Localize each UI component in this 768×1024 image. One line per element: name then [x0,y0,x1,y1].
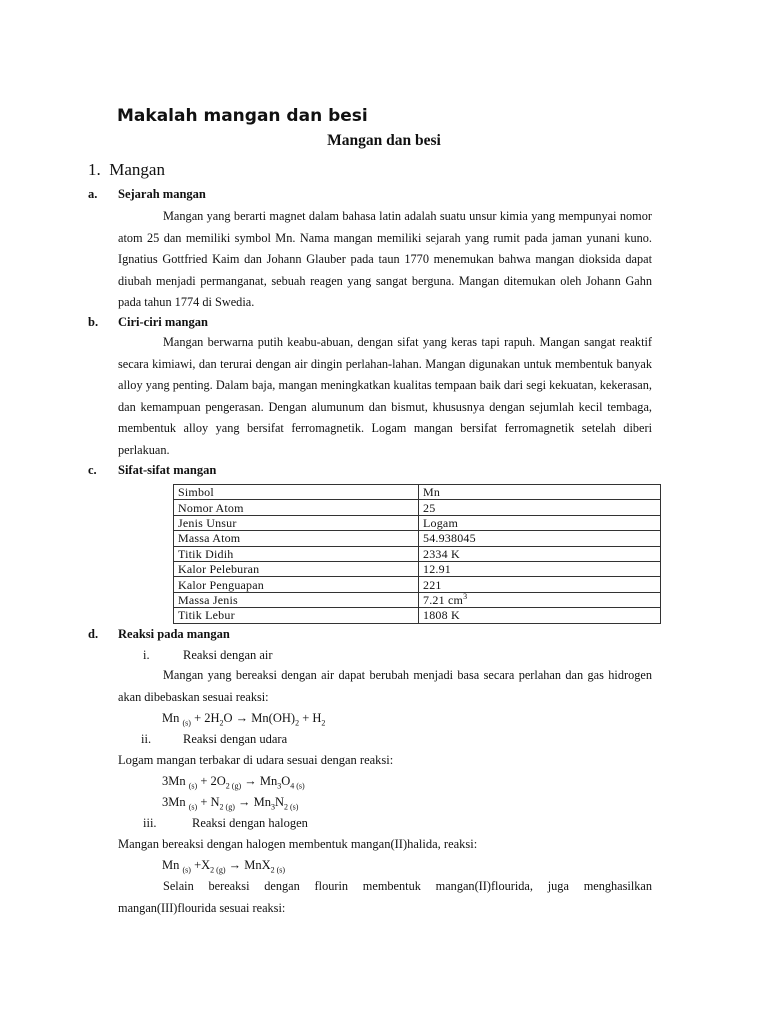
table-row [174,561,661,576]
table-cell: 25 [419,500,661,515]
table-cell: 221 [419,577,661,592]
subsection-letter-b: b. [88,315,99,329]
table-cell: 2334 K [419,546,661,561]
table-row [174,531,661,546]
table-row [174,592,661,607]
table-cell: Simbol [174,485,419,500]
equation-1: Mn $_{(s)} + 2H_2O \to Mn(OH)_2 + H_2$ [162,711,326,728]
paragraph-reaksi-air: Mangan yang bereaksi dengan air dapat berubah menjadi basa secara perlahan dan gas hidrogen akan dibebaskan sesuai reaksi: [118,668,652,704]
table-cell: 1808 K [419,608,661,623]
subsection-title-sifat: Sifat-sifat mangan [118,463,217,477]
document-subtitle: Mangan dan besi [327,132,441,149]
massa-jenis-superscript: 3 [463,591,468,601]
table-cell: Logam [419,515,661,530]
paragraph-ciri: Mangan berwarna putih keabu-abuan, dengan sifat yang keras tapi rapuh. Mangan sangat reaktif secara kimiawi, dan terurai dengan air dingin perlahan-lahan. Mangan digunakan untuk membentuk banyak alloy yang penting. Dalam baja, mangan meningkatkan kualitas tempaan baik dari segi kekuatan, kekerasan, dan kemampuan pengerasan. Dengan alumunum dan bismut, khususnya dengan sejumlah kecil tembaga, membentuk alloy yang bersifat ferromagnetik. Logam mangan bersifat ferromagnetik setelah diberi perlakuan. [118,335,652,457]
table-cell: Kalor Peleburan [174,561,419,576]
paragraph-reaksi-halogen: Mangan bereaksi dengan halogen membentuk mangan(II)halida, reaksi: [118,837,478,851]
table-cell [419,592,661,607]
subsection-letter-d: d. [88,627,99,641]
table-cell: Mn [419,485,661,500]
section-number: 1. [88,160,101,179]
subsection-letter-c: c. [88,463,97,477]
table-cell: Kalor Penguapan [174,577,419,592]
table-cell: 54.938045 [419,531,661,546]
table-row [174,577,661,592]
reaction-number-iii: iii. [143,816,157,830]
table-row [174,500,661,515]
table-cell: Nomor Atom [174,500,419,515]
reaction-title-air: Reaksi dengan air [183,648,273,662]
table-cell: Titik Didih [174,546,419,561]
document-title: Makalah mangan dan besi [117,106,368,126]
table-cell: Massa Atom [174,531,419,546]
table-row [174,546,661,561]
equation-3: 3Mn $_{(s)} + N_{2 (g)} \to Mn_3N_{2 (s)}$ [162,795,299,812]
massa-jenis-value: 7.21 cm [423,592,464,607]
table-row [174,515,661,530]
subsection-title-ciri: Ciri-ciri mangan [118,315,208,329]
paragraph-flourida: Selain bereaksi dengan flourin membentuk mangan(II)flourida, juga menghasilkan mangan(III)flourida sesuai reaksi: [118,879,652,915]
equation-4: Mn $_{(s)} +X_{2 (g)} \to MnX_{2 (s)}$ [162,858,286,875]
table-cell: Jenis Unsur [174,515,419,530]
reaction-number-ii: ii. [141,732,152,746]
properties-table [173,484,661,624]
equation-2: 3Mn $_{(s)} + 2O_{2 (g)} \to Mn_3O_{4 (s)}$ [162,774,305,791]
subsection-title-sejarah: Sejarah mangan [118,187,206,201]
reaction-title-halogen: Reaksi dengan halogen [192,816,308,830]
table-row [174,608,661,623]
table-cell: Titik Lebur [174,608,419,623]
table-row [174,485,661,500]
reaction-number-i: i. [143,648,150,662]
subsection-title-reaksi: Reaksi pada mangan [118,627,230,641]
section-heading-1 [88,160,165,180]
table-cell: Massa Jenis [174,592,419,607]
table-cell: 12.91 [419,561,661,576]
reaction-title-udara: Reaksi dengan udara [183,732,288,746]
section-title: Mangan [109,160,165,179]
paragraph-sejarah: Mangan yang berarti magnet dalam bahasa latin adalah suatu unsur kimia yang mempunyai nomor atom 25 dan memiliki symbol Mn. Nama mangan memiliki sejarah yang rumit pada jaman yunani kuno. Ignatius Gottfried Kaim dan Johann Glauber pada taun 1770 menemukan bahwa mangan dioksida dapat diubah menjadi permanganat, sebuah reagen yang sangat berguna. Mangan ditemukan oleh Johann Gahn pada tahun 1774 di Swedia. [118,209,652,310]
paragraph-reaksi-udara: Logam mangan terbakar di udara sesuai dengan reaksi: [118,753,394,767]
subsection-letter-a: a. [88,187,98,201]
